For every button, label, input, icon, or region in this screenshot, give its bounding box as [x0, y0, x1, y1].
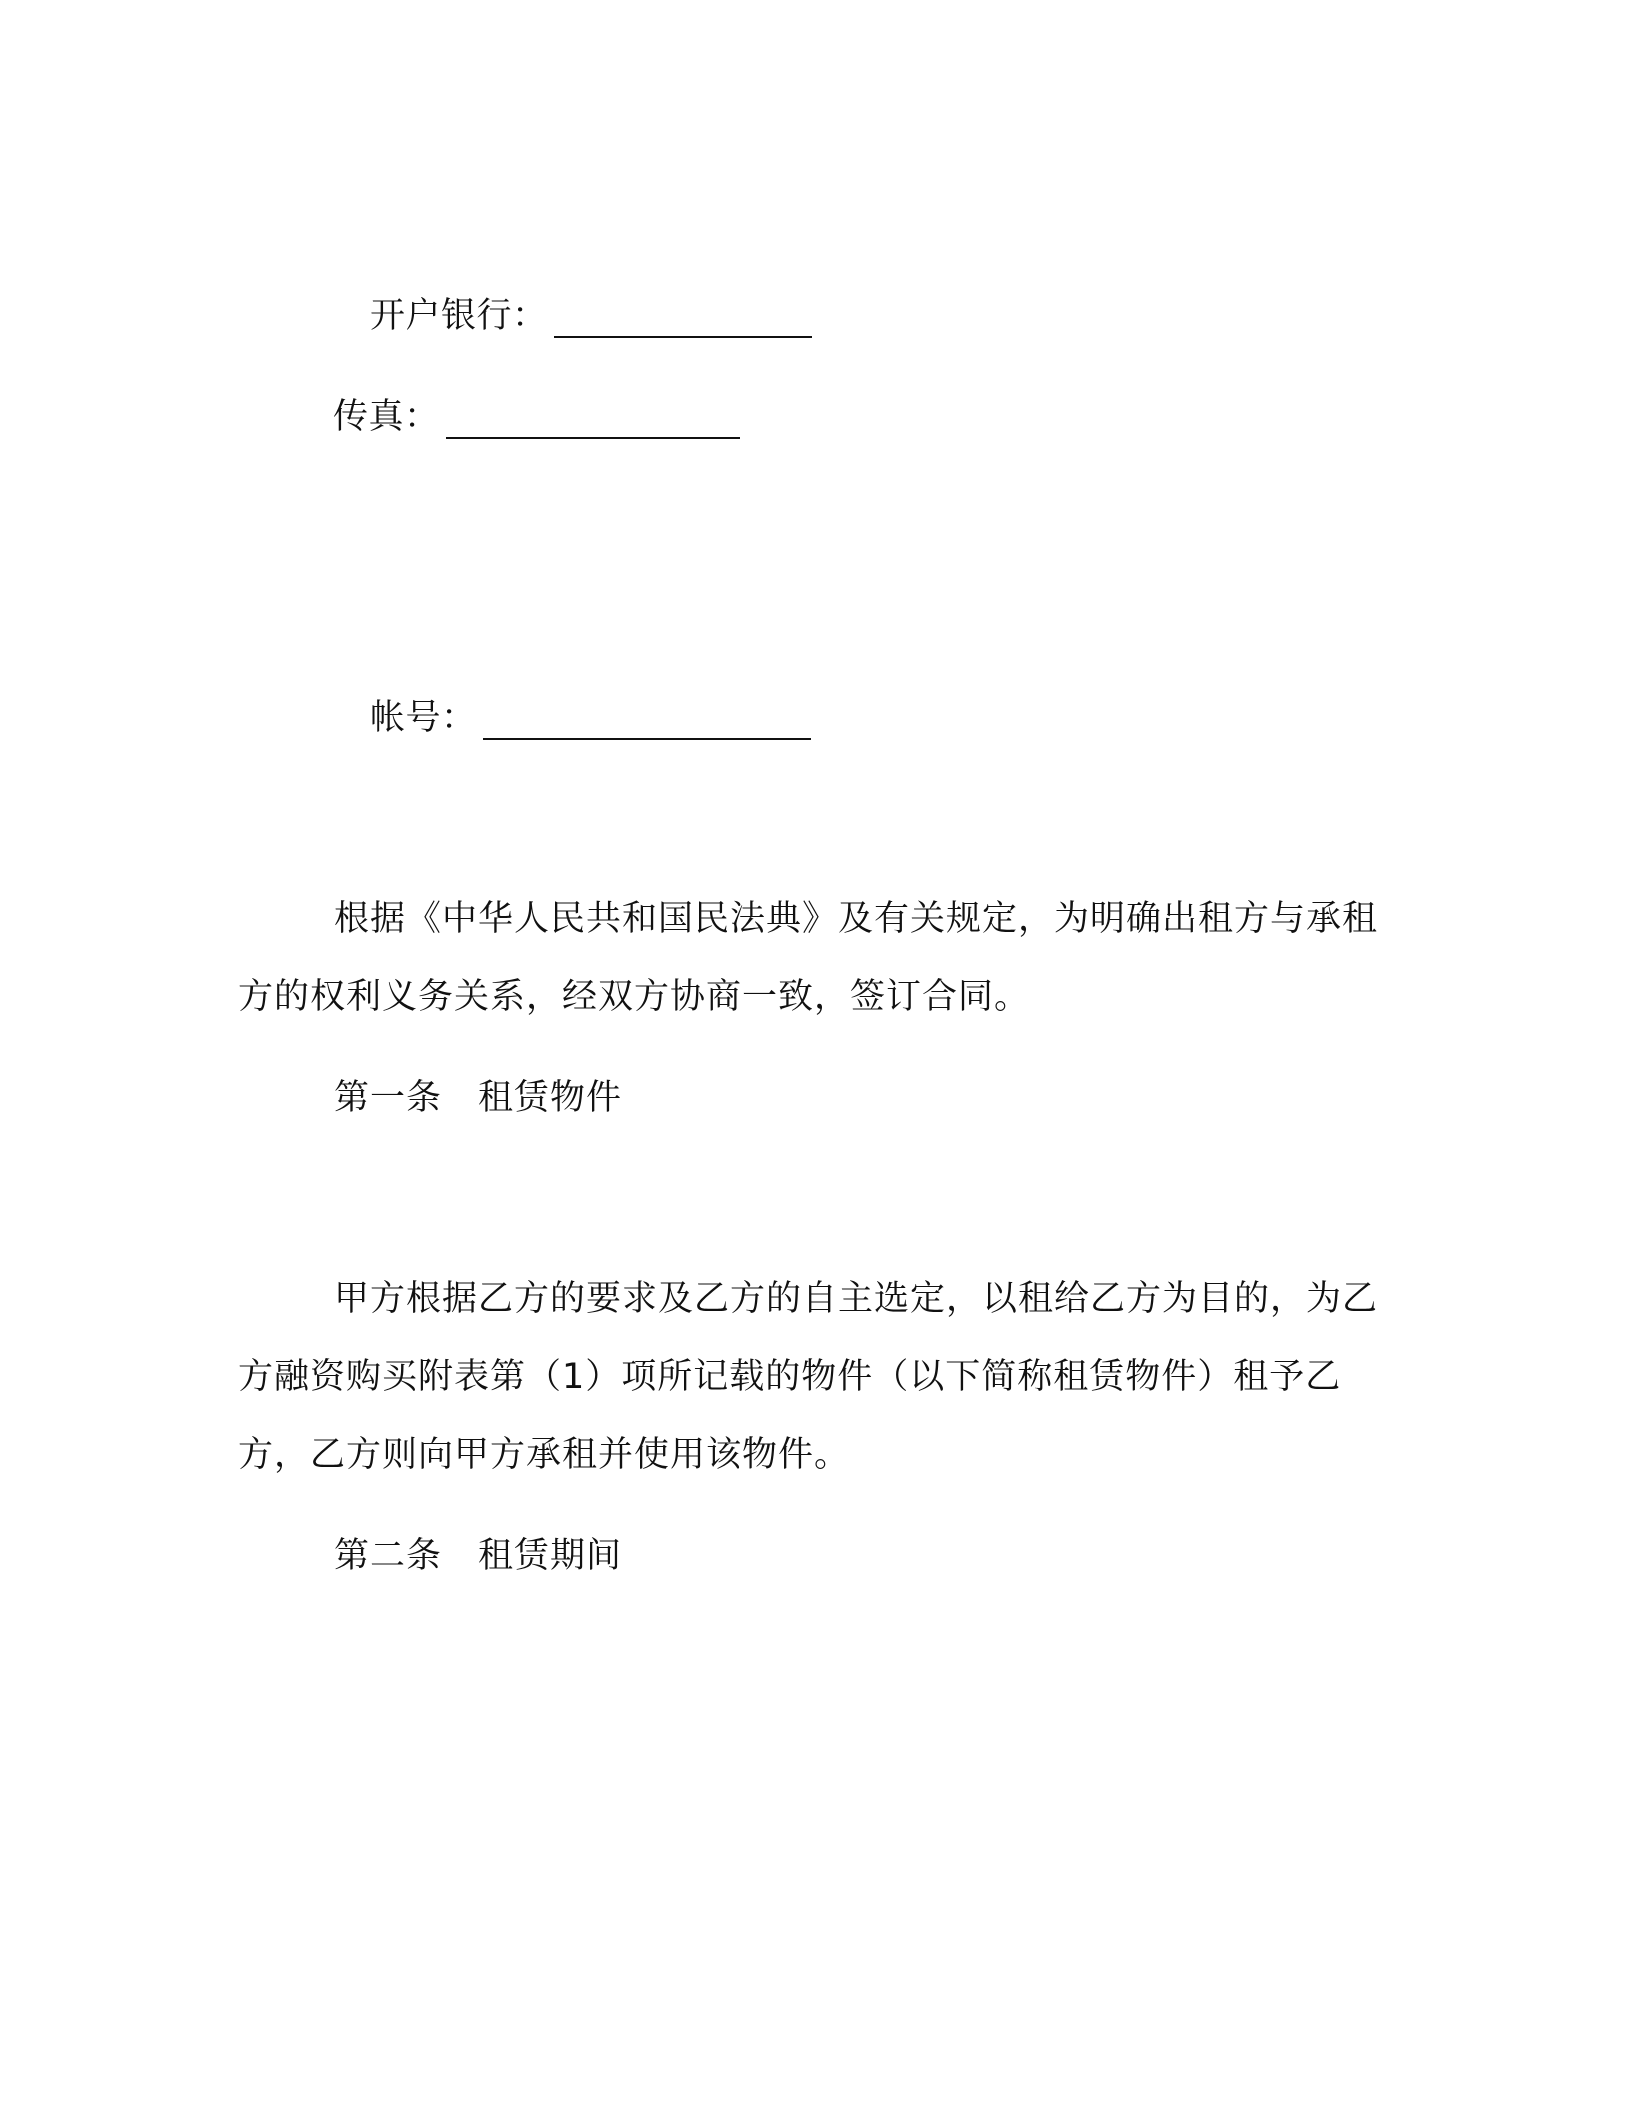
fax-field	[333, 395, 740, 439]
bank-field	[370, 294, 812, 338]
article-1-heading: 第一条 租赁物件	[334, 1078, 623, 1118]
article-1-paragraph: 甲方根据乙方的要求及乙方的自主选定，以租给乙方为目的，为乙方融资购买附表第（1）项所记载的物件（以下简称租赁物件）租予乙方，乙方则向甲方承租并使用该物件。	[238, 1279, 1379, 1475]
article-2-heading: 第二条 租赁期间	[334, 1536, 623, 1576]
account-field	[370, 696, 811, 740]
fax-blank[interactable]	[446, 403, 740, 439]
account-blank[interactable]	[483, 704, 811, 740]
intro-paragraph: 根据《中华人民共和国民法典》及有关规定，为明确出租方与承租方的权利义务关系，经双方协商一致，签订合同。	[238, 899, 1379, 1017]
fax-label: 传真：	[333, 397, 440, 437]
bank-blank[interactable]	[554, 302, 812, 338]
bank-label: 开户银行：	[370, 296, 548, 336]
account-label: 帐号：	[370, 698, 477, 738]
